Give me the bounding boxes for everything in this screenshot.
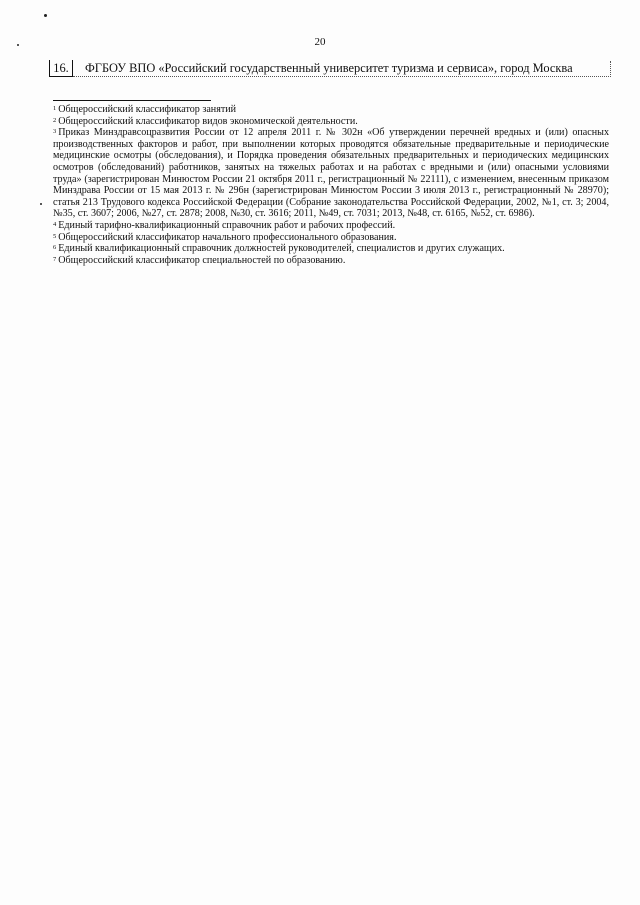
footnote-text: Общероссийский классификатор занятий — [58, 104, 237, 115]
footnotes — [53, 104, 609, 266]
footnote — [53, 104, 609, 116]
footnote-mark: 7 — [53, 255, 57, 263]
footnote-text: Приказ Минздравсоцразвития России от 12 апреля 2011 г. № 302н «Об утверждении перечней вредных и (или) опасных производственных факторов и работ, при выполнении которых проводятся обязательные предварительные и периодические медицинские осмотры (обследования), и Порядка проведения обязательных предварительных и периодических медицинских осмотров (обследований) работников, занятых на тяжелых работах и на работах с вредными и (или) опасными условиями труда» (зарегистрирован Минюстом России 21 октября 2011 г., регистрационный № 22111), с изменением, внесенным приказом Минздрава России от 15 мая 2013 г. № 296н (зарегистрирован Минюстом России 3 июля 2013 г., регистрационный № 28970); статья 213 Трудового кодекса Российской Федерации (Собрание законодательства Российской Федерации, 2002, №1, ст. 3; 2004, №35, ст. 3607; 2006, №27, ст. 2878; 2008, №30, ст. 3616; 2011, №49, ст. 7031; 2013, №48, ст. 6165, №52, ст. 6986). — [53, 127, 609, 220]
page-number: 20 — [314, 36, 326, 48]
footnote-text: Общероссийский классификатор начального профессионального образования. — [58, 231, 397, 243]
footnote — [53, 243, 609, 255]
footnote-text: Общероссийский классификатор видов экономической деятельности. — [58, 115, 358, 127]
row-end-mark — [609, 61, 611, 77]
footnote — [53, 255, 609, 267]
footnote-mark: 1 — [53, 105, 57, 112]
footnote-mark: 5 — [53, 232, 57, 240]
footnote-mark: 6 — [53, 244, 57, 252]
scan-speck — [44, 14, 47, 17]
footnote-mark: 2 — [53, 116, 57, 124]
footnote — [53, 232, 609, 244]
footnote — [53, 116, 609, 128]
footnote-separator — [53, 100, 211, 101]
scan-speck — [40, 203, 42, 205]
footnote — [53, 127, 609, 220]
footnote — [53, 220, 609, 232]
footnote-text: Единый квалификационный справочник должностей руководителей, специалистов и других служащих. — [58, 243, 505, 255]
organization-index: 16. — [49, 60, 73, 77]
organization-name: ФГБОУ ВПО «Российский государственный университет туризма и сервиса», город Москва — [73, 60, 609, 77]
footnote-mark: 3 — [53, 128, 57, 136]
footnote-mark: 4 — [53, 220, 57, 228]
footnote-text: Единый тарифно-квалификационный справочник работ и рабочих профессий. — [58, 219, 396, 231]
organization-row — [49, 60, 611, 77]
footnote-text: Общероссийский классификатор специальностей по образованию. — [58, 254, 346, 266]
